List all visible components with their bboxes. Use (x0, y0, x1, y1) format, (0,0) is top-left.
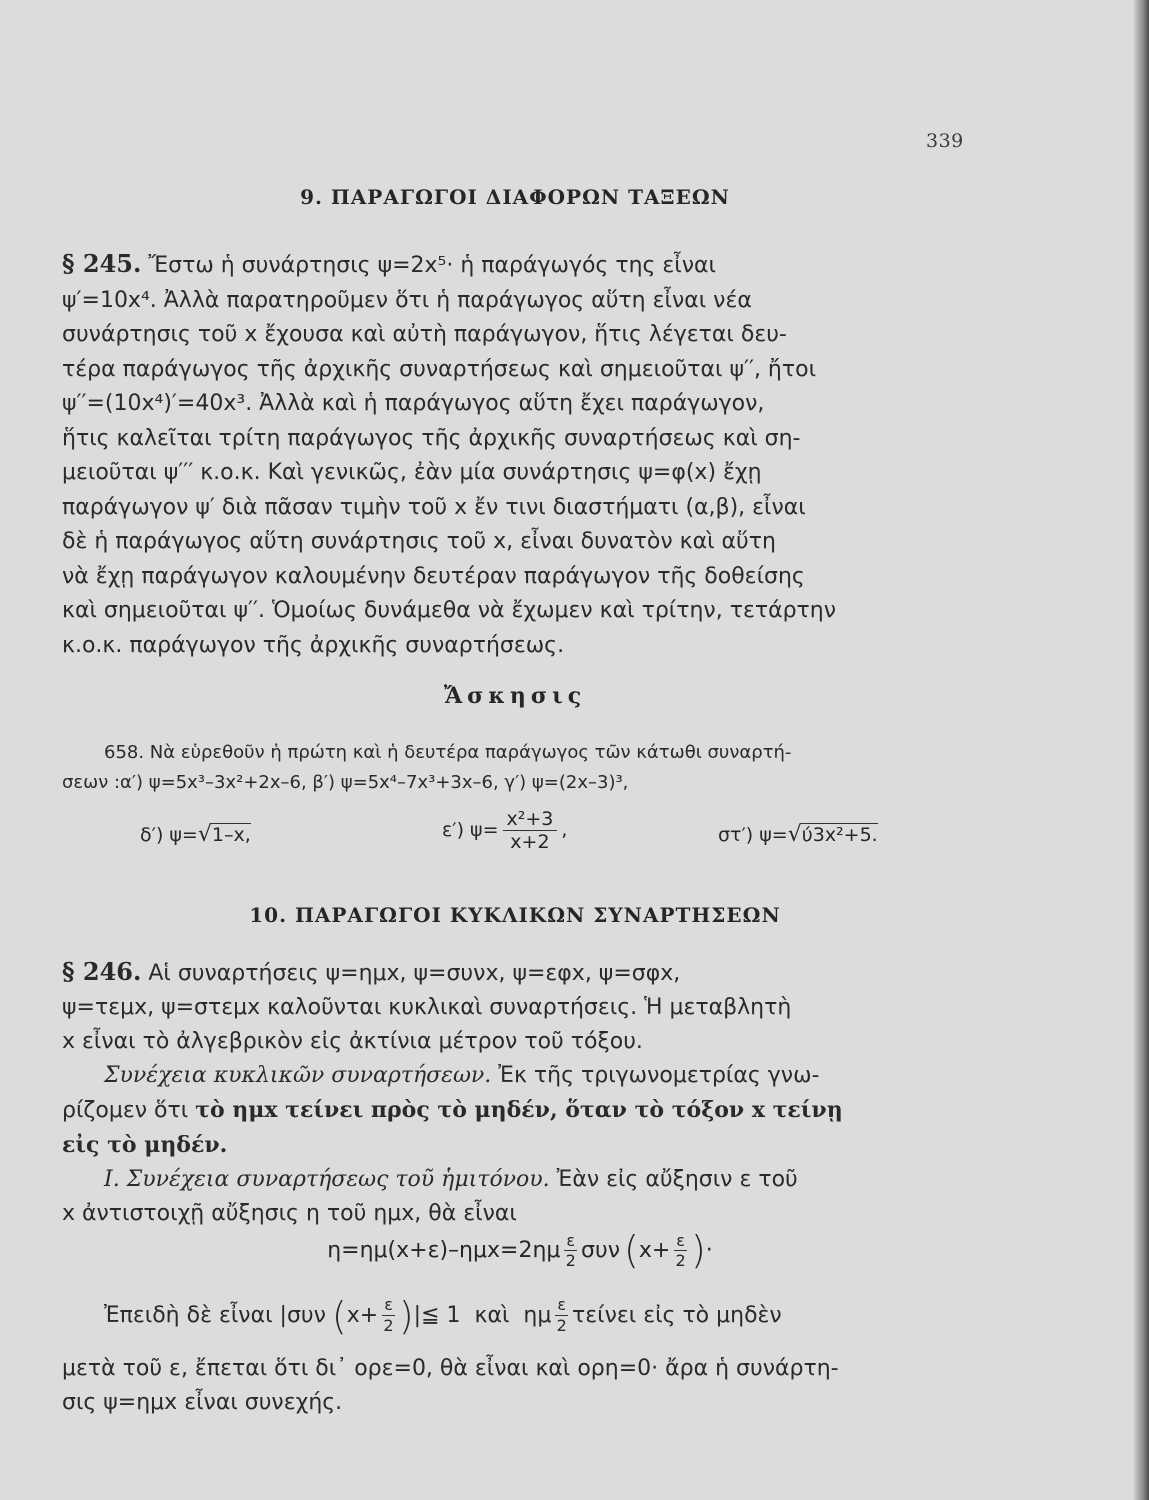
exercise-d: δ′) ψ=√1–x, (140, 822, 251, 847)
radicand: ύ3x²+5. (801, 824, 878, 846)
book-page-edge (1134, 0, 1149, 1500)
fraction: $\frac{\varepsilon}{2}$ (383, 1295, 394, 1335)
exercise-e: ε′) ψ= $\frac{\text{x²+3}}{x+2}$ , (442, 807, 568, 853)
text-line: x εἶναι τὸ ἀλγεβρικὸν εἰς ἀκτίνια μέτρον τοῦ τόξου. (62, 1029, 643, 1054)
fraction: $\frac{\text{x²+3}}{x+2}$ (503, 808, 558, 853)
radicand: 1–x, (211, 824, 251, 846)
section-246-text (62, 955, 967, 1231)
text-line: ψ=τεμx, ψ=στεμx καλοῦνται κυκλικαὶ συναρτήσεις. Ἡ μεταβλητὴ (62, 995, 792, 1020)
text-line: Συνέχεια κυκλικῶν συναρτήσεων. Ἐκ τῆς τριγωνομετρίας γνω- (104, 1063, 820, 1088)
section-10-heading: 10. ΠΑΡΑΓΩΓΟΙ ΚΥΚΛΙΚΩΝ ΣΥΝΑΡΤΗΣΕΩΝ (249, 903, 781, 927)
text-line: σις ψ=ημx εἶναι συνεχής. (62, 1390, 343, 1415)
section-number: § 245. (62, 249, 142, 278)
text-line: ρίζομεν ὅτι τὸ ημx τείνει πρὸς τὸ μηδέν, ὅταν τὸ τόξον x τείνῃ (62, 1097, 843, 1123)
fraction: $\frac{\varepsilon}{2}$ (675, 1230, 686, 1270)
exercise-title: Ἄσκησις (443, 683, 587, 709)
fraction: ε 2 (565, 1230, 576, 1270)
text-line: μετὰ τοῦ ε, ἔπεται ὅτι δι᾿ ορε=0, θὰ εἶναι καὶ ορη=0· ἄρα ἡ συνάρτη- (62, 1356, 839, 1381)
exercise-line: σεων :α′) ψ=5x³–3x²+2x–6, β′) ψ=5x⁴–7x³+3x–6, γ′) ψ=(2x–3)³, (62, 772, 629, 793)
text-line: ψ′=10x⁴. Ἀλλὰ παρατηροῦμεν ὅτι ἡ παράγωγος αὕτη εἶναι νέα (62, 287, 752, 313)
text-line: εἰς τὸ μηδέν. (62, 1132, 228, 1158)
text-line: x ἀντιστοιχῇ αὔξησις η τοῦ ημx, θὰ εἶναι (62, 1201, 517, 1226)
italic-title: Συνέχεια κυκλικῶν συναρτήσεων. (104, 1063, 492, 1088)
sine-increment-formula: η=ημ(x+ε)–ημx=2ημ ε 2 συν ( x+ $\frac{\varepsilon}{2}$ ) · (327, 1228, 713, 1272)
text-line: καὶ σημειοῦται ψ′′. Ὁμοίως δυνάμεθα νὰ ἔχωμεν καὶ τρίτην, τετάρτην (62, 598, 837, 623)
text-line: παράγωγον ψ′ διὰ πᾶσαν τιμὴν τοῦ x ἔν τινι διαστήματι (α,β), εἶναι (62, 494, 806, 520)
text-line: § 246. Αἱ συναρτήσεις ψ=ημx, ψ=συνx, ψ=εφx, ψ=σφx, (62, 957, 681, 986)
text-line: § 245. Ἔστω ἡ συνάρτησις ψ=2x⁵· ἡ παράγωγός της εἶναι (62, 249, 716, 278)
text-line: τέρα παράγωγος τῆς ἀρχικῆς συναρτήσεως καὶ σημειοῦται ψ′′, ἤτοι (62, 356, 817, 382)
text-line: συνάρτησις τοῦ x ἔχουσα καὶ αὐτὴ παράγωγον, ἥτις λέγεται δευ- (62, 322, 787, 347)
since-line: Ἐπειδὴ δὲ εἶναι |συν ( x+ $\frac{\varepsilon}{2}$ ) |≦ 1 καὶ ημ ε 2 τείνει εἰς τὸ μηδὲν (104, 1293, 782, 1338)
text-line: νὰ ἔχῃ παράγωγον καλουμένην δευτέραν παράγωγον τῆς δοθείσης (62, 563, 805, 589)
section-9-heading: 9. ΠΑΡΑΓΩΓΟΙ ΔΙΑΦΟΡΩΝ ΤΑΞΕΩΝ (300, 185, 730, 209)
section-number: § 246. (62, 957, 142, 986)
exercise-line: 658. Νὰ εὑρεθοῦν ἡ πρώτη καὶ ἡ δευτέρα παράγωγος τῶν κάτωθι συναρτή- (104, 742, 792, 763)
italic-title: Ι. Συνέχεια συναρτήσεως τοῦ ἡμιτόνου. (104, 1167, 550, 1192)
text-line: Ι. Συνέχεια συναρτήσεως τοῦ ἡμιτόνου. Ἐὰν εἰς αὔξησιν ε τοῦ (104, 1167, 798, 1192)
text-line: μειοῦται ψ′′′ κ.ο.κ. Καὶ γενικῶς, ἐὰν μία συνάρτησις ψ=φ(x) ἔχῃ (62, 460, 762, 485)
text-line: δὲ ἡ παράγωγος αὕτη συνάρτησις τοῦ x, εἶναι δυνατὸν καὶ αὕτη (62, 529, 776, 554)
text-line: ψ′′=(10x⁴)′=40x³. Ἀλλὰ καὶ ἡ παράγωγος αὕτη ἔχει παράγωγον, (62, 391, 765, 416)
text-line: κ.ο.κ. παράγωγον τῆς ἀρχικῆς συναρτήσεως. (62, 632, 565, 658)
exercise-text (62, 738, 967, 798)
conclusion-text (62, 1352, 967, 1420)
text-line: ἥτις καλεῖται τρίτη παράγωγος τῆς ἀρχικῆς συναρτήσεως καὶ ση- (62, 425, 801, 451)
fraction: ε 2 (556, 1295, 567, 1335)
section-245-text (62, 247, 967, 663)
exercise-st: στ′) ψ=√ύ3x²+5. (718, 822, 878, 847)
page-number: 339 (926, 130, 964, 152)
